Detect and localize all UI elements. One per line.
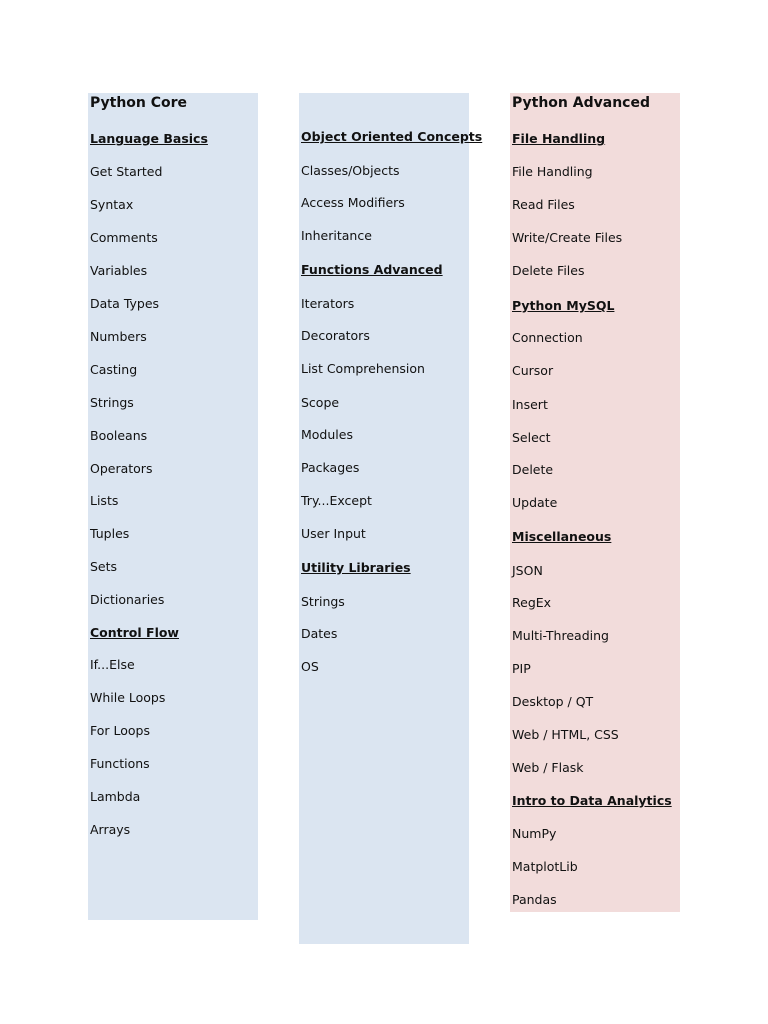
- topic-item: Comments: [90, 230, 158, 245]
- topic-item: Desktop / QT: [512, 694, 594, 709]
- topic-item: NumPy: [512, 826, 557, 841]
- topic-item: Booleans: [90, 428, 148, 443]
- topic-item: Lists: [90, 493, 119, 508]
- topic-item: Delete Files: [512, 263, 585, 278]
- topic-item: PIP: [512, 661, 531, 676]
- topic-item: Decorators: [301, 328, 370, 343]
- topic-item: Select: [512, 430, 551, 445]
- topic-item: Read Files: [512, 197, 575, 212]
- topic-item: Delete: [512, 462, 554, 477]
- topic-item: Syntax: [90, 197, 134, 212]
- topic-item: RegEx: [512, 595, 552, 610]
- column-title: Python Core: [90, 95, 188, 111]
- topic-item: While Loops: [90, 690, 166, 705]
- section-heading-utility-libraries: Utility Libraries: [301, 560, 411, 575]
- topic-item: File Handling: [512, 164, 593, 179]
- topic-item: Write/Create Files: [512, 230, 623, 245]
- topic-item: Dates: [301, 626, 338, 641]
- topic-item: Data Types: [90, 296, 160, 311]
- topic-item: Numbers: [90, 329, 147, 344]
- topic-item: Iterators: [301, 296, 355, 311]
- topic-item: Lambda: [90, 789, 141, 804]
- section-heading-miscellaneous: Miscellaneous: [512, 529, 612, 544]
- python-advanced-column: [510, 93, 680, 912]
- section-heading-language-basics: Language Basics: [90, 131, 208, 146]
- topic-item: For Loops: [90, 723, 150, 738]
- topic-item: List Comprehension: [301, 361, 425, 376]
- topic-item: Get Started: [90, 164, 163, 179]
- topic-item: MatplotLib: [512, 859, 578, 874]
- topic-item: Strings: [90, 395, 134, 410]
- topic-item: Arrays: [90, 822, 131, 837]
- topic-item: Multi-Threading: [512, 628, 609, 643]
- section-heading-intro-to-data-analytics: Intro to Data Analytics: [512, 793, 672, 808]
- python-intermediate-column: [299, 93, 483, 944]
- section-heading-control-flow: Control Flow: [90, 625, 179, 640]
- topic-item: Dictionaries: [90, 592, 165, 607]
- topic-item: Update: [512, 495, 558, 510]
- topic-item: OS: [301, 659, 319, 674]
- topic-item: Classes/Objects: [301, 163, 400, 178]
- topic-item: Pandas: [512, 892, 557, 907]
- topic-item: Scope: [301, 395, 340, 410]
- topic-item: Packages: [301, 460, 360, 475]
- topic-item: User Input: [301, 526, 366, 541]
- section-heading-functions-advanced: Functions Advanced: [301, 262, 443, 277]
- topic-item: Sets: [90, 559, 118, 574]
- topic-item: Casting: [90, 362, 138, 377]
- topic-item: Insert: [512, 397, 548, 412]
- topic-item: JSON: [512, 563, 543, 578]
- topic-item: If...Else: [90, 657, 135, 672]
- topic-item: Operators: [90, 461, 153, 476]
- section-heading-oop: Object Oriented Concepts: [301, 129, 483, 144]
- topic-item: Variables: [90, 263, 148, 278]
- topic-item: Modules: [301, 427, 353, 442]
- topic-item: Web / HTML, CSS: [512, 727, 619, 742]
- section-heading-python-mysql: Python MySQL: [512, 298, 615, 313]
- section-heading-file-handling: File Handling: [512, 131, 606, 146]
- topic-item: Cursor: [512, 363, 554, 378]
- topic-item: Functions: [90, 756, 150, 771]
- topic-item: Inheritance: [301, 228, 372, 243]
- topic-item: Connection: [512, 330, 583, 345]
- python-core-column: [88, 93, 258, 920]
- topic-item: Strings: [301, 594, 345, 609]
- topic-item: Try...Except: [301, 493, 372, 508]
- column-title: Python Advanced: [512, 95, 650, 111]
- topic-item: Tuples: [90, 526, 130, 541]
- topic-item: Web / Flask: [512, 760, 584, 775]
- topic-item: Access Modifiers: [301, 195, 405, 210]
